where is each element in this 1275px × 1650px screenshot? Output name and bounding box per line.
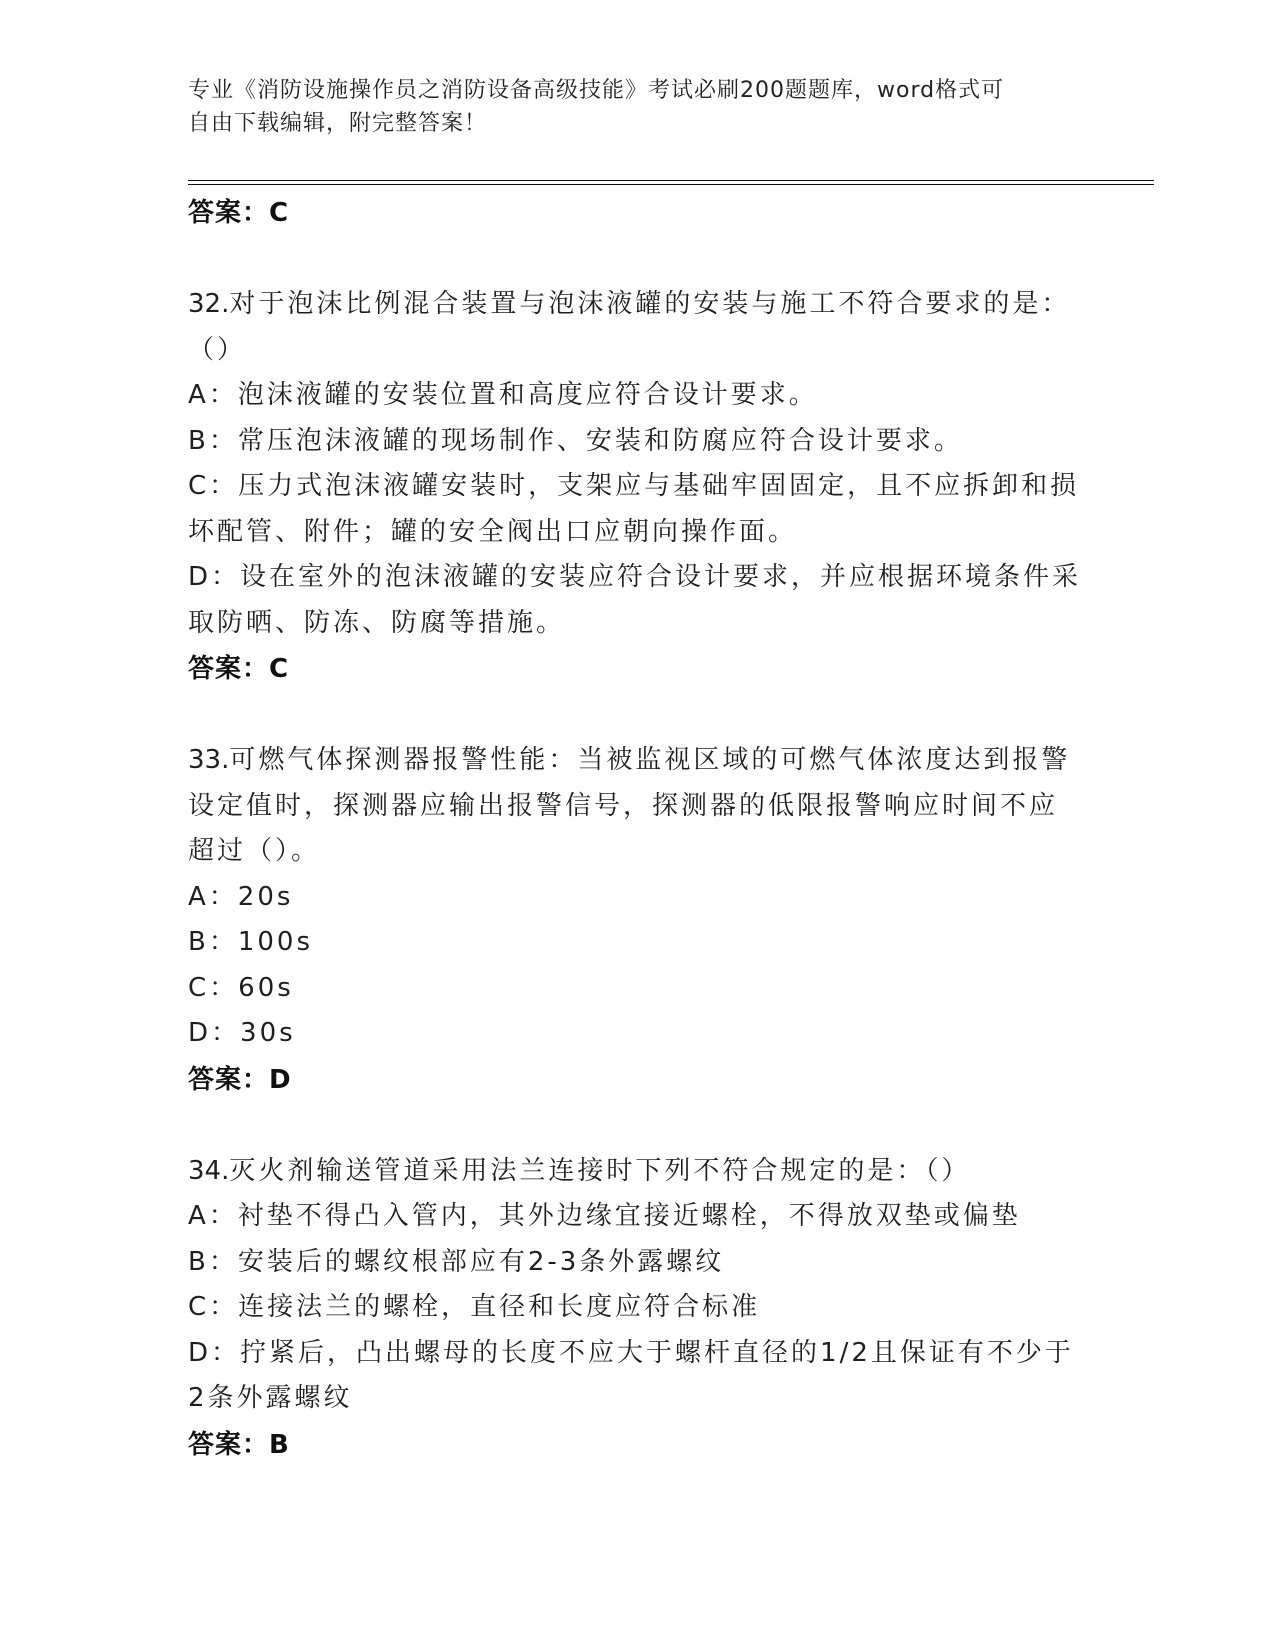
- question-32: [188, 282, 1088, 692]
- answer-value: D: [269, 1064, 292, 1095]
- option-c: C：60s: [188, 972, 294, 1003]
- option-a: A：20s: [188, 881, 294, 912]
- question-text: [188, 282, 1088, 328]
- option-d-continued: 取防晒、防冻、防腐等措施。: [188, 607, 566, 638]
- answer-line: [188, 190, 1088, 236]
- answer-value: C: [269, 654, 290, 684]
- option-b: B：安装后的螺纹根部应有2-3条外露螺纹: [188, 1246, 725, 1277]
- question-33: [188, 738, 1088, 1103]
- option-c: C：压力式泡沫液罐安装时，支架应与基础牢固固定，且不应拆卸和损: [188, 471, 1080, 501]
- question-line: 设定值时，探测器应输出报警信号，探测器的低限报警响应时间不应: [188, 790, 1059, 821]
- question-line: 可燃气体探测器报警性能：当被监视区域的可燃气体浓度达到报警: [229, 745, 1071, 775]
- option-a: A：衬垫不得凸入管内，其外边缘宜接近螺栓，不得放双垫或偏垫: [188, 1201, 1021, 1231]
- answer-line: [188, 1057, 1088, 1103]
- option-c: C：连接法兰的螺栓，直径和长度应符合标准: [188, 1292, 761, 1322]
- question-number: 33.: [188, 745, 230, 775]
- answer-line: [188, 646, 1088, 692]
- question-line: 超过（）。: [188, 836, 321, 866]
- header-divider-secondary: [188, 184, 1154, 185]
- answer-value: B: [269, 1429, 290, 1460]
- answer-label: 答案：: [188, 654, 270, 684]
- page-header: [188, 74, 1088, 140]
- answer-label: 答案：: [188, 198, 270, 228]
- option-d: D：设在室外的泡沫液罐的安装应符合设计要求，并应根据环境条件采: [188, 562, 1082, 592]
- answer-line: [188, 1422, 1088, 1468]
- header-line-1: 专业《消防设施操作员之消防设备高级技能》考试必刷200题题库，word格式可: [188, 78, 1005, 103]
- question-text: [188, 738, 1088, 784]
- option-c-continued: 坏配管、附件；罐的安全阀出口应朝向操作面。: [188, 516, 798, 547]
- question-34: [188, 1149, 1088, 1468]
- question-number: 34.: [188, 1155, 230, 1186]
- question-text: [188, 1149, 1088, 1195]
- question-line: 对于泡沫比例混合装置与泡沫液罐的安装与施工不符合要求的是：: [229, 289, 1071, 319]
- answer-label: 答案：: [188, 1064, 270, 1095]
- option-d: D：拧紧后，凸出螺母的长度不应大于螺杆直径的1/2且保证有不少于: [188, 1337, 1074, 1368]
- question-line: 灭火剂输送管道采用法兰连接时下列不符合规定的是：（）: [229, 1155, 971, 1186]
- document-body: [188, 190, 1088, 1468]
- answer-value: C: [269, 198, 290, 228]
- option-d: D：30s: [188, 1018, 296, 1048]
- answer-label: 答案：: [188, 1429, 270, 1460]
- option-b: B：常压泡沫液罐的现场制作、安装和防腐应符合设计要求。: [188, 425, 963, 456]
- header-line-2: 自由下载编辑，附完整答案！: [188, 111, 488, 136]
- option-a: A：泡沫液罐的安装位置和高度应符合设计要求。: [188, 380, 818, 410]
- question-line: （）: [188, 334, 247, 365]
- header-divider: [188, 180, 1154, 181]
- option-b: B：100s: [188, 927, 314, 957]
- option-d-continued: 2条外露螺纹: [188, 1383, 353, 1413]
- question-number: 32.: [188, 289, 230, 319]
